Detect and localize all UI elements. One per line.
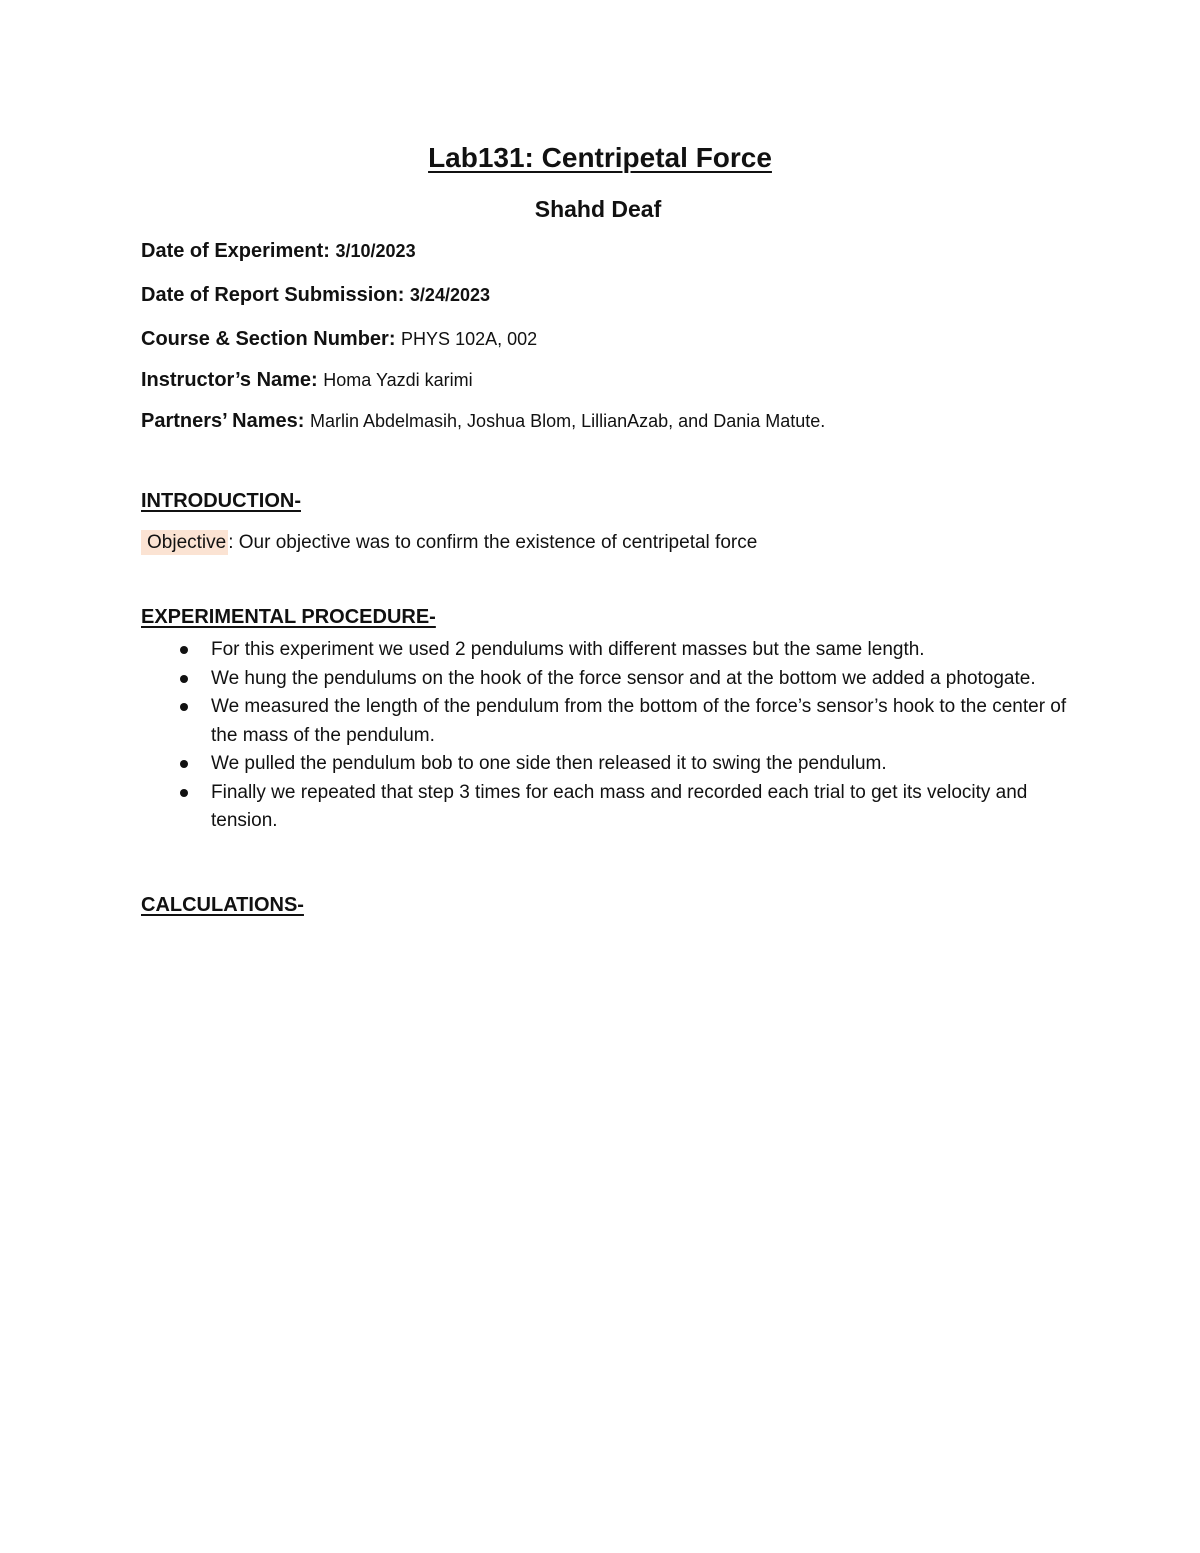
procedure-item-text: We pulled the pendulum bob to one side then released it to swing the pendulum. — [211, 753, 887, 774]
date-of-experiment-value: 3/10/2023 — [335, 241, 416, 261]
instructor-value: Homa Yazdi karimi — [323, 370, 473, 390]
procedure-list — [141, 636, 1071, 836]
introduction-heading: INTRODUCTION- — [141, 490, 301, 512]
calculations-heading: CALCULATIONS- — [141, 894, 304, 916]
procedure-item-text: For this experiment we used 2 pendulums with different masses but the same length. — [211, 639, 925, 660]
procedure-item — [141, 750, 1071, 779]
bullet-icon — [180, 760, 188, 768]
date-of-submission-value: 3/24/2023 — [409, 285, 490, 305]
procedure-item — [141, 779, 1071, 836]
course-value: PHYS 102A, 002 — [401, 329, 538, 349]
procedure-item — [141, 665, 1071, 694]
objective-text: : Our objective was to confirm the existence of centripetal force — [228, 532, 758, 553]
document-title: Lab131: Centripetal Force — [428, 142, 772, 173]
procedure-item-text: We hung the pendulums on the hook of the force sensor and at the bottom we added a photogate. — [211, 667, 1036, 689]
bullet-icon — [180, 675, 188, 683]
course-label: Course & Section Number: — [141, 328, 396, 350]
procedure-item — [141, 693, 1071, 750]
bullet-icon — [180, 789, 188, 797]
date-of-experiment-label: Date of Experiment: — [141, 240, 330, 262]
procedure-item-text: Finally we repeated that step 3 times for each mass and recorded each trial to get its velocity and tension. — [211, 781, 1028, 831]
instructor-label: Instructor’s Name: — [141, 369, 318, 391]
partners-label: Partners’ Names: — [141, 410, 305, 432]
objective-paragraph — [141, 532, 757, 554]
course-line — [141, 328, 537, 351]
instructor-line — [141, 369, 473, 392]
date-of-submission-label: Date of Report Submission: — [141, 284, 405, 306]
objective-label-highlight: Objective — [141, 530, 228, 555]
procedure-item — [141, 636, 1071, 665]
partners-value: Marlin Abdelmasih, Joshua Blom, LillianAzab, and Dania Matute. — [309, 411, 826, 431]
bullet-icon — [180, 703, 188, 711]
date-of-experiment-line — [141, 240, 416, 263]
procedure-heading: EXPERIMENTAL PROCEDURE- — [141, 606, 436, 628]
date-of-submission-line — [141, 284, 490, 307]
partners-line — [141, 410, 825, 433]
author-name: Shahd Deaf — [534, 196, 662, 222]
bullet-icon — [180, 646, 188, 654]
procedure-item-text: We measured the length of the pendulum from the bottom of the force’s sensor’s hook to the center of the mass of the pendulum. — [211, 696, 1067, 746]
